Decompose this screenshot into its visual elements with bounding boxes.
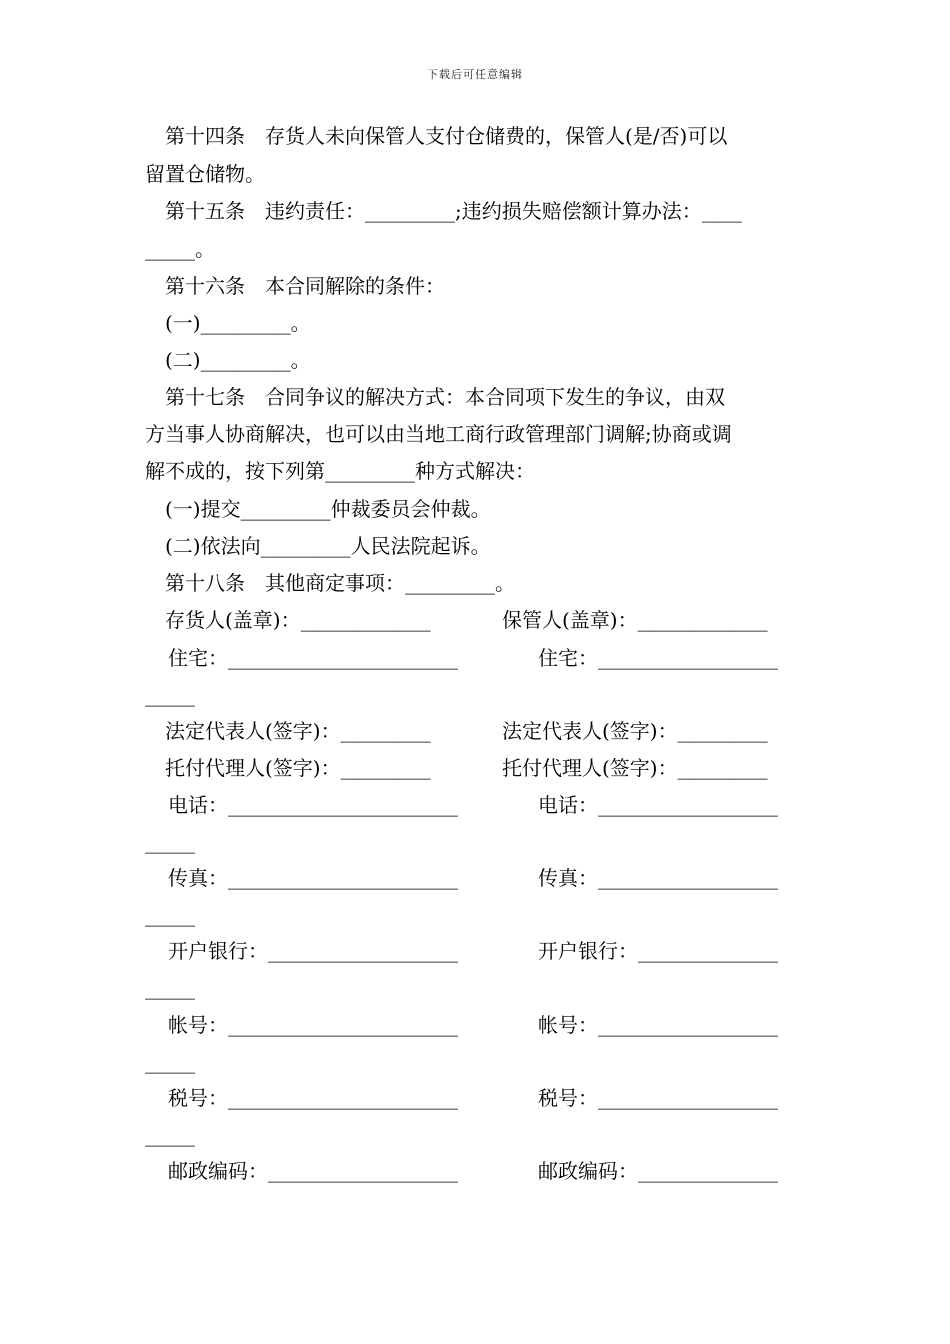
article-18: 第十八条 其他商定事项：_________。 — [145, 571, 515, 595]
article-17-line-1: 第十七条 合同争议的解决方式：本合同项下发生的争议，由双 — [145, 385, 725, 409]
article-16-heading: 第十六条 本合同解除的条件： — [145, 274, 445, 298]
account-wrap: _____ — [145, 1050, 195, 1074]
article-15-line-1: 第十五条 违约责任：_________;违约损失赔偿额计算办法：____ — [145, 199, 742, 223]
depositor-bank: 开户银行：___________________ — [168, 939, 458, 963]
depositor-address: 住宅：_______________________ — [168, 646, 458, 670]
fax-wrap: _____ — [145, 903, 195, 927]
depositor-fax: 传真：_______________________ — [168, 866, 458, 890]
custodian-address: 住宅：__________________ — [538, 646, 778, 670]
article-14-line-1: 第十四条 存货人未向保管人支付仓储费的，保管人(是/否)可以 — [145, 124, 728, 148]
custodian-phone: 电话：__________________ — [538, 793, 778, 817]
address-wrap: _____ — [145, 683, 195, 707]
depositor-tax-id: 税号：_______________________ — [168, 1086, 458, 1110]
article-14-line-2: 留置仓储物。 — [145, 162, 265, 186]
custodian-fax: 传真：__________________ — [538, 866, 778, 890]
custodian-bank: 开户银行：______________ — [538, 939, 778, 963]
page-header-note: 下载后可任意编辑 — [427, 68, 523, 81]
depositor-phone: 电话：_______________________ — [168, 793, 458, 817]
custodian-seal: 保管人(盖章)：_____________ — [502, 608, 768, 632]
depositor-postal-code: 邮政编码：___________________ — [168, 1159, 458, 1183]
phone-wrap: _____ — [145, 830, 195, 854]
article-16-item-1: (一)_________。 — [145, 311, 311, 335]
custodian-agent: 托付代理人(签字)：_________ — [502, 756, 768, 780]
depositor-account: 帐号：_______________________ — [168, 1013, 458, 1037]
depositor-legal-rep: 法定代表人(签字)：_________ — [165, 719, 431, 743]
tax-wrap: _____ — [145, 1123, 195, 1147]
depositor-agent: 托付代理人(签字)：_________ — [165, 756, 431, 780]
article-17-item-2: (二)依法向_________人民法院起诉。 — [145, 534, 491, 558]
custodian-postal-code: 邮政编码：______________ — [538, 1159, 778, 1183]
article-16-item-2: (二)_________。 — [145, 348, 311, 372]
article-17-item-1: (一)提交_________仲裁委员会仲裁。 — [145, 497, 491, 521]
custodian-legal-rep: 法定代表人(签字)：_________ — [502, 719, 768, 743]
custodian-tax-id: 税号：__________________ — [538, 1086, 778, 1110]
article-17-line-2: 方当事人协商解决，也可以由当地工商行政管理部门调解;协商或调 — [145, 422, 732, 446]
custodian-account: 帐号：__________________ — [538, 1013, 778, 1037]
article-15-line-2: _____。 — [145, 237, 215, 261]
bank-wrap: _____ — [145, 976, 195, 1000]
depositor-seal: 存货人(盖章)：_____________ — [165, 608, 431, 632]
article-17-line-3: 解不成的，按下列第_________种方式解决： — [145, 459, 535, 483]
